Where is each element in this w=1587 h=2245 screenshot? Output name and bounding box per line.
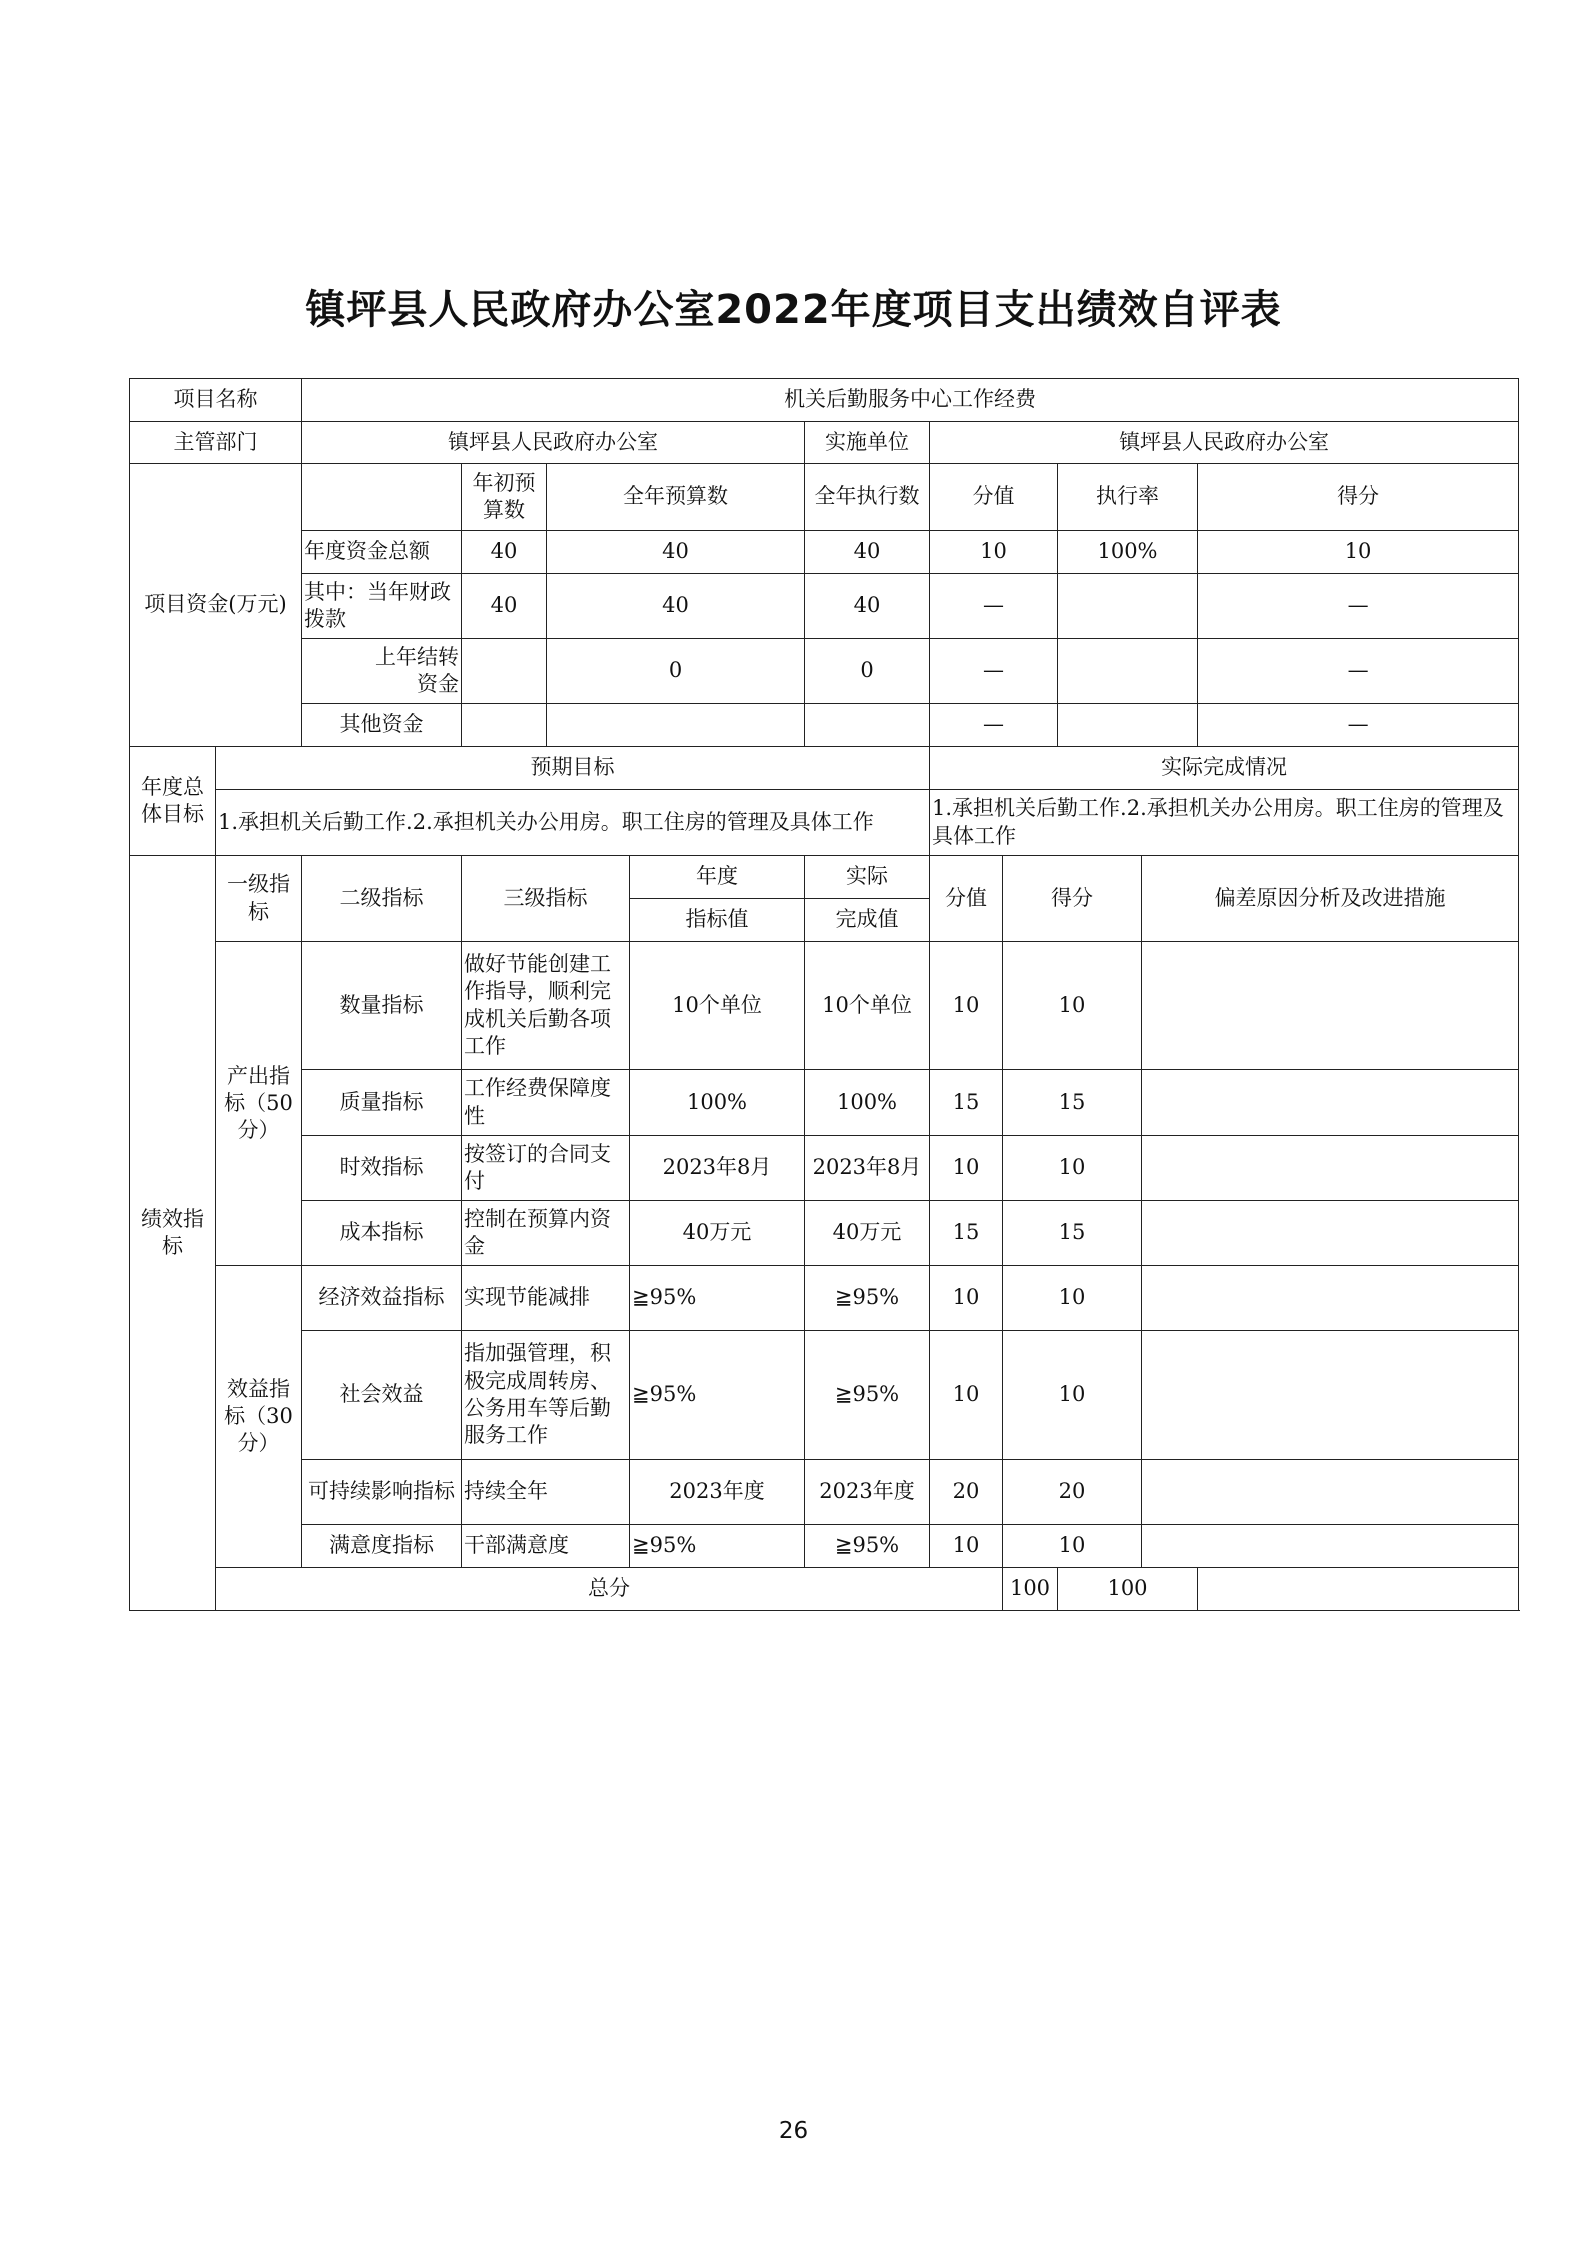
perf-actual: 40万元 <box>805 1201 930 1266</box>
total-row <box>130 1568 1519 1611</box>
perf-l2: 质量指标 <box>302 1070 462 1136</box>
perf-row <box>130 942 1519 1070</box>
perf-score-val: 15 <box>930 1070 1003 1136</box>
perf-target: ≧95% <box>630 1331 805 1460</box>
perf-target: ≧95% <box>630 1525 805 1568</box>
funds-label: 项目资金(万元) <box>130 464 302 747</box>
perf-deviation <box>1142 1331 1519 1460</box>
total-deviation <box>1198 1568 1519 1611</box>
perf-score-val: 20 <box>930 1460 1003 1525</box>
funds-row-score-val: — <box>930 574 1058 639</box>
perf-header-row <box>130 856 1519 899</box>
perf-row <box>130 1201 1519 1266</box>
funds-row-score-val: — <box>930 639 1058 704</box>
page-title: 镇坪县人民政府办公室2022年度项目支出绩效自评表 <box>305 287 1282 333</box>
dept-label: 主管部门 <box>130 422 302 464</box>
perf-score-val: 15 <box>930 1201 1003 1266</box>
goals-expected-label: 预期目标 <box>216 747 930 790</box>
perf-header-deviation: 偏差原因分析及改进措施 <box>1142 856 1519 942</box>
perf-target: ≧95% <box>630 1266 805 1331</box>
page-number: 26 <box>778 2118 809 2144</box>
funds-row <box>130 531 1519 574</box>
funds-row-annual: 0 <box>547 639 805 704</box>
performance-evaluation-table <box>129 378 1519 1611</box>
impl-label: 实施单位 <box>805 422 930 464</box>
perf-actual: 2023年8月 <box>805 1136 930 1201</box>
funds-row-exec: 40 <box>805 531 930 574</box>
total-label: 总分 <box>216 1568 1003 1611</box>
goals-content-row <box>130 790 1519 856</box>
funds-header-blank <box>302 464 462 531</box>
funds-row-rate: 100% <box>1058 531 1198 574</box>
department-row <box>130 422 1519 464</box>
perf-l3: 控制在预算内资金 <box>462 1201 630 1266</box>
funds-row-init: 40 <box>462 531 547 574</box>
perf-row <box>130 1331 1519 1460</box>
perf-l2: 可持续影响指标 <box>302 1460 462 1525</box>
perf-target: 10个单位 <box>630 942 805 1070</box>
perf-row <box>130 1460 1519 1525</box>
funds-row-annual: 40 <box>547 531 805 574</box>
funds-row-score: 10 <box>1198 531 1519 574</box>
perf-l3: 按签订的合同支付 <box>462 1136 630 1201</box>
total-score: 100 <box>1058 1568 1198 1611</box>
perf-actual: 2023年度 <box>805 1460 930 1525</box>
perf-header-actual-top: 实际 <box>805 856 930 899</box>
funds-row-score-val: — <box>930 704 1058 747</box>
funds-header-annual: 全年预算数 <box>547 464 805 531</box>
project-name-label: 项目名称 <box>130 379 302 422</box>
perf-row <box>130 1070 1519 1136</box>
funds-row-score: — <box>1198 704 1519 747</box>
funds-row-name: 上年结转资金 <box>302 639 462 704</box>
perf-l3: 工作经费保障度性 <box>462 1070 630 1136</box>
perf-header-level3: 三级指标 <box>462 856 630 942</box>
funds-row-annual <box>547 704 805 747</box>
perf-l2: 成本指标 <box>302 1201 462 1266</box>
perf-row <box>130 1525 1519 1568</box>
funds-row-score-val: 10 <box>930 531 1058 574</box>
perf-row <box>130 1136 1519 1201</box>
funds-header-score-val: 分值 <box>930 464 1058 531</box>
goals-header-row <box>130 747 1519 790</box>
perf-score: 10 <box>1003 1136 1142 1201</box>
perf-header-annual-top: 年度 <box>630 856 805 899</box>
impl-value: 镇坪县人民政府办公室 <box>930 422 1519 464</box>
perf-header-annual-bottom: 指标值 <box>630 899 805 942</box>
perf-header-level2: 二级指标 <box>302 856 462 942</box>
project-name-value: 机关后勤服务中心工作经费 <box>302 379 1519 422</box>
perf-target: 40万元 <box>630 1201 805 1266</box>
perf-l3: 做好节能创建工作指导，顺利完成机关后勤各项工作 <box>462 942 630 1070</box>
perf-target: 100% <box>630 1070 805 1136</box>
funds-header-exec: 全年执行数 <box>805 464 930 531</box>
perf-l3: 持续全年 <box>462 1460 630 1525</box>
perf-score: 10 <box>1003 1525 1142 1568</box>
total-score-val: 100 <box>1003 1568 1058 1611</box>
perf-deviation <box>1142 1136 1519 1201</box>
goals-label: 年度总体目标 <box>130 747 216 856</box>
perf-deviation <box>1142 1460 1519 1525</box>
funds-row-init <box>462 704 547 747</box>
funds-header-init: 年初预算数 <box>462 464 547 531</box>
perf-score: 15 <box>1003 1070 1142 1136</box>
funds-row-score: — <box>1198 639 1519 704</box>
funds-row <box>130 704 1519 747</box>
funds-row-exec <box>805 704 930 747</box>
funds-row <box>130 574 1519 639</box>
funds-row-score: — <box>1198 574 1519 639</box>
funds-row-name: 其中：当年财政拨款 <box>302 574 462 639</box>
goals-actual-text: 1.承担机关后勤工作.2.承担机关办公用房。职工住房的管理及具体工作 <box>930 790 1519 856</box>
perf-target: 2023年8月 <box>630 1136 805 1201</box>
funds-row-exec: 40 <box>805 574 930 639</box>
funds-row-name: 其他资金 <box>302 704 462 747</box>
funds-row-annual: 40 <box>547 574 805 639</box>
perf-deviation <box>1142 1525 1519 1568</box>
perf-score-val: 10 <box>930 1266 1003 1331</box>
perf-score-val: 10 <box>930 1136 1003 1201</box>
funds-header-rate: 执行率 <box>1058 464 1198 531</box>
dept-value: 镇坪县人民政府办公室 <box>302 422 805 464</box>
funds-row-rate <box>1058 574 1198 639</box>
perf-deviation <box>1142 942 1519 1070</box>
perf-label: 绩效指标 <box>130 856 216 1611</box>
perf-l3: 干部满意度 <box>462 1525 630 1568</box>
perf-l2: 时效指标 <box>302 1136 462 1201</box>
perf-header-score: 得分 <box>1003 856 1142 942</box>
funds-row-init <box>462 639 547 704</box>
project-name-row <box>130 379 1519 422</box>
perf-score: 10 <box>1003 1266 1142 1331</box>
funds-row-name: 年度资金总额 <box>302 531 462 574</box>
goals-expected-text: 1.承担机关后勤工作.2.承担机关办公用房。职工住房的管理及具体工作 <box>216 790 930 856</box>
funds-row-init: 40 <box>462 574 547 639</box>
perf-actual: 10个单位 <box>805 942 930 1070</box>
perf-actual: ≧95% <box>805 1331 930 1460</box>
perf-deviation <box>1142 1070 1519 1136</box>
perf-score: 20 <box>1003 1460 1142 1525</box>
perf-score-val: 10 <box>930 1331 1003 1460</box>
perf-score-val: 10 <box>930 942 1003 1070</box>
perf-row <box>130 1266 1519 1331</box>
perf-header-actual-bottom: 完成值 <box>805 899 930 942</box>
perf-l3: 实现节能减排 <box>462 1266 630 1331</box>
perf-group-label: 效益指标（30分） <box>216 1266 302 1568</box>
funds-row-exec: 0 <box>805 639 930 704</box>
funds-row-rate <box>1058 704 1198 747</box>
perf-target: 2023年度 <box>630 1460 805 1525</box>
perf-l2: 经济效益指标 <box>302 1266 462 1331</box>
perf-score: 15 <box>1003 1201 1142 1266</box>
perf-score-val: 10 <box>930 1525 1003 1568</box>
perf-group-label: 产出指标（50分） <box>216 942 302 1266</box>
perf-actual: 100% <box>805 1070 930 1136</box>
perf-l3: 指加强管理，积极完成周转房、公务用车等后勤服务工作 <box>462 1331 630 1460</box>
perf-actual: ≧95% <box>805 1266 930 1331</box>
perf-header-level1: 一级指标 <box>216 856 302 942</box>
perf-l2: 社会效益 <box>302 1331 462 1460</box>
perf-deviation <box>1142 1201 1519 1266</box>
perf-header-score-val: 分值 <box>930 856 1003 942</box>
funds-header-row <box>130 464 1519 531</box>
funds-row-rate <box>1058 639 1198 704</box>
perf-l2: 满意度指标 <box>302 1525 462 1568</box>
perf-l2: 数量指标 <box>302 942 462 1070</box>
perf-score: 10 <box>1003 1331 1142 1460</box>
goals-actual-label: 实际完成情况 <box>930 747 1519 790</box>
funds-header-score: 得分 <box>1198 464 1519 531</box>
funds-row <box>130 639 1519 704</box>
perf-actual: ≧95% <box>805 1525 930 1568</box>
perf-deviation <box>1142 1266 1519 1331</box>
perf-score: 10 <box>1003 942 1142 1070</box>
